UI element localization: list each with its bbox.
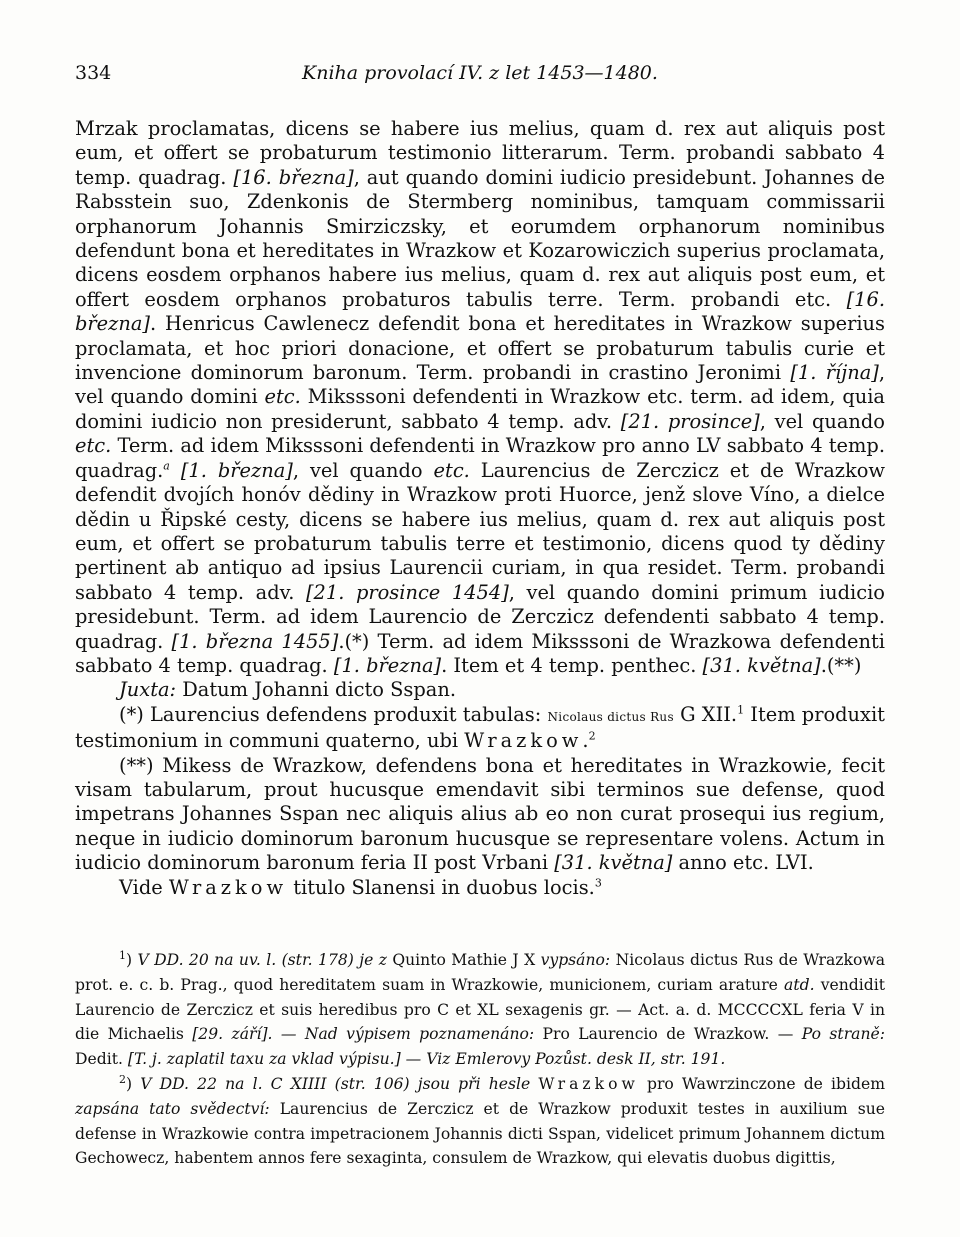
- text-run: (**) Mikess de Wrazkow, defendens bona et hereditates in Wrazkowie, fecit visam tabularum, prout hucusque emendavit sibi terminos sue defense, quod impetrans Johannes Sspan nec aliquis alius ab eo non curat prosequi ius regium, neque in iudicio dominorum baronum hucusque se representare volens. Actum in iudicio dominorum baronum feria II post Vrbani: [75, 753, 885, 875]
- italic-run: Juxta:: [119, 678, 177, 702]
- italic-run: V DD. 20 na uv. l. (str. 178) je z: [137, 951, 387, 969]
- spaced-run: Wrazkow: [168, 875, 288, 899]
- italic-run: etc.: [75, 434, 112, 458]
- text-run: . Henricus Cawlenecz defendit bona et hereditates in Wrazkow superius proclamata, et hoc priori donacione, et offert se probaturum tabulis curie et invencione dominorum baronum. Term. probandi in crastino Jeronimi: [75, 312, 885, 385]
- text-run: . Item et 4 temp. penthec.: [441, 653, 703, 677]
- text-run: [170, 459, 181, 482]
- date-annotation: [21. prosince]: [620, 409, 760, 433]
- text-run: Laurencius de Zerczicz et de Wrazkow defendit dvojích honóv dědiny in Wrazkow proti Huorce, jenž slove Víno, a dielce dědin u Řipské cesty, dicens se habere ius melius, quam d. rex aut aliquis post eum, et offert se probaturum tabulis terre et testimonio, dicens quod ty dědiny pertinent ab antiquo ad ipsius Laurencii curiam, in qua residet. Term. probandi sabbato 4 temp. adv.: [75, 458, 885, 604]
- text-run: , vel quando: [759, 409, 885, 433]
- text-run: anno etc. LVI.: [672, 851, 814, 875]
- italic-run: atd.: [784, 975, 815, 994]
- page-number: 334: [75, 62, 112, 84]
- italic-run: V DD. 22 na l. C XIIII (str. 106) jsou při hesle: [140, 1074, 531, 1093]
- text-run: , vel quando: [292, 458, 434, 482]
- italic-run: Po straně:: [801, 1025, 885, 1044]
- date-annotation: [31. května]: [702, 653, 821, 677]
- italic-run: etc.: [264, 385, 301, 409]
- text-run: .(*) Term. ad idem Miksssoni de Wrazkowa defendenti sabbato 4 temp. quadrag.: [75, 629, 885, 677]
- page-header: [75, 62, 885, 94]
- text-run: titulo Slanensi in duobus locis.: [287, 875, 595, 899]
- text-run: Datum Johanni dicto Sspan.: [176, 678, 456, 702]
- date-annotation: [1. března 1455]: [171, 629, 339, 653]
- text-run: , vel quando domini: [75, 361, 885, 409]
- italic-run: [T. j. zaplatil taxu za vklad výpisu.] — Viz Emlerovy Pozůst. desk II, str. 191.: [127, 1050, 726, 1069]
- spaced-run: Wrazkow: [464, 729, 583, 753]
- paragraph-note-star: [75, 703, 885, 754]
- paragraph-vide: [75, 876, 885, 900]
- paragraph-juxta: [75, 678, 885, 702]
- text-run: .(**): [820, 653, 862, 677]
- text-run: .: [582, 729, 589, 753]
- text-run: Pro Laurencio de Wrazkow. —: [534, 1025, 802, 1044]
- text-run: (*) Laurencius defendens produxit tabulas:: [119, 702, 548, 726]
- text-run: Vide: [119, 875, 169, 899]
- italic-run: vypsáno:: [540, 951, 611, 969]
- text-run: G XII.: [673, 702, 738, 726]
- date-annotation: [16. března]: [233, 165, 354, 189]
- date-annotation: [16. března]: [75, 287, 885, 336]
- spaced-run: Wrazkow: [538, 1074, 639, 1093]
- footnote-number: 1: [119, 948, 126, 962]
- footnote-2: $^2$) V DD. 22 na l. C XIIII (str. 106) jsou při hesle Wrazkow pro Wawrzinczone de ibidem zapsána tato svědectví: Laurencius de Zerczicz et de Wrazkow produxit testes in auxilium sue defense in Wrazkowie contra impetracionem Johannis dicti Sspan, videlicet primum Johannem dictum Gechowecz, habentem annos fere sexaginta, consulem de Wrazkow, qui elevatis duobus digittis,: [75, 1072, 885, 1168]
- text-run: Term. ad idem Miksssoni defendenti in Wrazkow pro anno LV sabbato 4 temp. quadrag.: [75, 434, 885, 482]
- italic-run: zapsána tato svědectví:: [75, 1099, 270, 1118]
- text-run: Nicolaus dictus Rus de Wrazkowa prot. e. c. b. Prag., quod hereditatem suam in Wrazkowie, municionem, curiam arature: [75, 951, 886, 994]
- text-run: Quinto Mathie J X: [386, 951, 541, 969]
- date-annotation: [21. prosince 1454]: [305, 580, 509, 604]
- date-annotation: [1. října]: [790, 361, 879, 385]
- italic-run: etc.: [433, 458, 470, 482]
- text-run: Mrzak proclamatas, dicens se habere ius melius, quam d. rex aut aliquis post eum, et offert se probaturum testimonio litterarum. Term. probandi sabbato 4 temp. quadrag.: [75, 117, 885, 189]
- footnotes: [75, 948, 885, 1171]
- text-run: , aut quando domini iudicio presidebunt. Johannes de Rabsstein suo, Zdenkonis de Stermberg nominibus, tamquam commissarii orphanorum Johannis Smirziczsky, et eorumdem orphanorum nominibus defendunt bona et hereditates in Wrazkow et Kozarowiczich superius proclamata, dicens eosdem orphanos habere ius melius, quam d. rex aut aliquis post eum, et offert eosdem orphanos probaturos tabulis terre. Term. probandi etc.: [75, 165, 885, 311]
- italic-run: [29. září]. — Nad výpisem poznamenáno:: [192, 1025, 535, 1044]
- text-run: Item produxit testimonium in communi quaterno, ubi: [75, 702, 885, 753]
- footnote-ref: 2: [588, 729, 596, 743]
- footnote-ref: 3: [594, 876, 602, 890]
- main-text: [75, 117, 885, 900]
- text-run: Laurencius de Zerczicz et de Wrazkow produxit testes in auxilium sue defense in Wrazkowie contra impetracionem Johannis dicti Sspan, videlicet primum Johannem dictum Gechowecz, habentem annos fere sexaginta, consulem de Wrazkow, qui elevatis duobus digittis,: [75, 1099, 885, 1168]
- note-marker: a: [163, 459, 170, 473]
- text-run: vendidit Laurencio de Zerczicz et suis heredibus pro C et XL sexagenis gr. — Act. a. d. MCCCCXL feria V in die Michaelis: [75, 975, 885, 1044]
- footnote-ref: 1: [737, 703, 745, 717]
- text-run: , vel quando domini primum iudicio presidebunt. Term. ad idem Laurencio de Zerczicz defendenti sabbato 4 temp. quadrag.: [75, 580, 885, 653]
- text-run: Miksssoni defendenti in Wrazkow etc. term. ad idem, quia domini iudicio non presiderunt, sabbato 4 temp. adv.: [75, 385, 885, 433]
- date-annotation: [1. března]: [333, 653, 442, 677]
- running-title: Kniha provolací IV. z let 1453—1480.: [302, 62, 658, 84]
- text-run: pro Wawrzinczone de ibidem: [638, 1074, 885, 1093]
- date-annotation: [31. května]: [554, 851, 673, 875]
- date-annotation: [1. března]: [180, 458, 293, 482]
- footnote-1: $^1$) V DD. 20 na uv. l. (str. 178) je z Quinto Mathie J X vypsáno: Nicolaus dictus Rus de Wrazkowa prot. e. c. b. Prag., quod hereditatem suam in Wrazkowie, municionem, curiam arature atd. vendidit Laurencio de Zerczicz et suis heredibus pro C et XL sexagenis gr. — Act. a. d. MCCCCXL feria V in die Michaelis [29. září]. — Nad výpisem poznamenáno: Pro Laurencio de Wrazkow. — Po straně: Dedit. [T. j. zaplatil taxu za vklad výpisu.] — Viz Emlerovy Pozůst. desk II, str. 191.: [75, 948, 886, 1069]
- paragraph-note-double-star: [75, 754, 885, 876]
- small-caps-run: Nicolaus dictus Rus: [547, 709, 674, 724]
- paragraph-proclamations: [75, 117, 885, 678]
- footnote-number: 2: [119, 1072, 126, 1086]
- text-run: Dedit.: [75, 1050, 128, 1069]
